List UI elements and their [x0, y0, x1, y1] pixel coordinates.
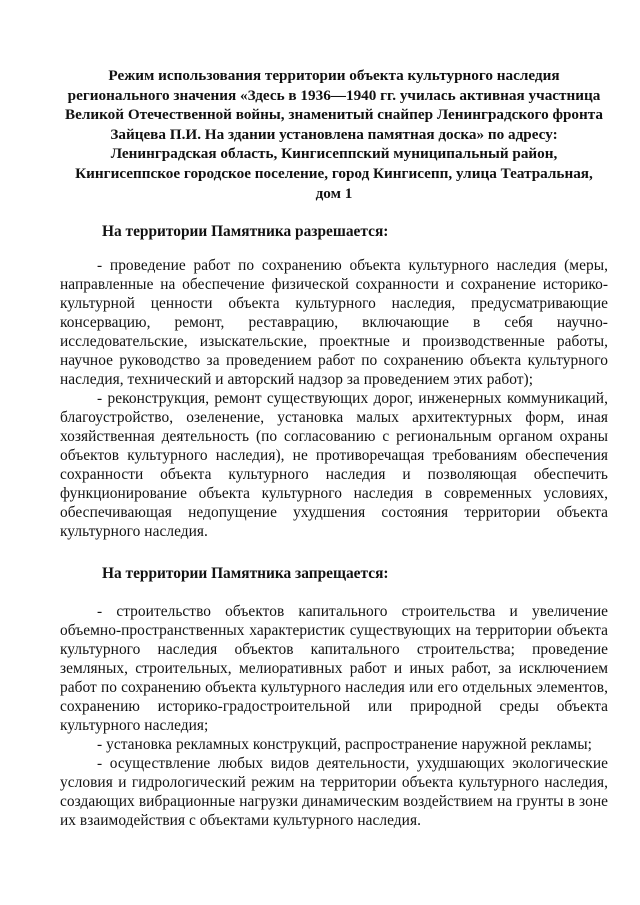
prohibited-item: - установка рекламных конструкций, распространение наружной рекламы;	[97, 736, 593, 754]
prohibited-item: - строительство объектов капитального строительства и увеличение объемно-пространственных характеристик существующих на территории объекта культурного наследия объектов капитального строительства; проведение земляных, строительных, мелиоративных работ и иных работ, за исключением работ по сохранению объекта культурного наследия или его отдельных элементов, сохранению историко-градостроительной или природной среды объекта культурного наследия;	[60, 603, 608, 735]
allowed-list	[60, 256, 608, 541]
title-line: дом 1	[315, 184, 353, 202]
title-line: Ленинградская область, Кингисеппский муниципальный район,	[110, 145, 558, 163]
title-line: Великой Отечественной войны, знаменитый снайпер Ленинградского фронта	[64, 106, 604, 124]
document-title	[60, 66, 608, 203]
prohibited-item: - осуществление любых видов деятельности, ухудшающих экологические условия и гидрологический режим на территории объекта культурного наследия, создающих вибрационные нагрузки динамическим воздействием на грунты в зоне их взаимодействия с объектами культурного наследия.	[60, 755, 608, 830]
prohibited-heading: На территории Памятника запрещается:	[102, 565, 389, 583]
allowed-heading: На территории Памятника разрешается:	[102, 223, 389, 241]
title-line: Зайцева П.И. На здании установлена памятная доска» по адресу:	[110, 125, 558, 143]
title-line: регионального значения «Здесь в 1936—1940 гг. училась активная участница	[67, 86, 601, 104]
prohibited-list	[60, 602, 608, 830]
document-page	[60, 66, 608, 830]
allowed-item: - проведение работ по сохранению объекта культурного наследия (меры, направленные на обеспечение физической сохранности и сохранение историко-культурной ценности объекта культурного наследия, предусматривающие консервацию, ремонт, реставрацию, включающие в себя научно-исследовательские, изыскательские, проектные и производственные работы, научное руководство за проведением работ по сохранению объекта культурного наследия, технический и авторский надзор за проведением этих работ);	[60, 257, 608, 389]
title-line: Режим использования территории объекта культурного наследия	[108, 67, 560, 84]
title-line: Кингисеппское городское поселение, город Кингисепп, улица Театральная,	[75, 164, 593, 182]
allowed-item: - реконструкция, ремонт существующих дорог, инженерных коммуникаций, благоустройство, озеленение, установка малых архитектурных форм, иная хозяйственная деятельность (по согласованию с региональным органом охраны объектов культурного наследия), не противоречащая требованиям обеспечения сохранности объекта культурного наследия и позволяющая обеспечить функционирование объекта культурного наследия в современных условиях, обеспечивающая недопущение ухудшения состояния территории объекта культурного наследия.	[60, 390, 608, 541]
